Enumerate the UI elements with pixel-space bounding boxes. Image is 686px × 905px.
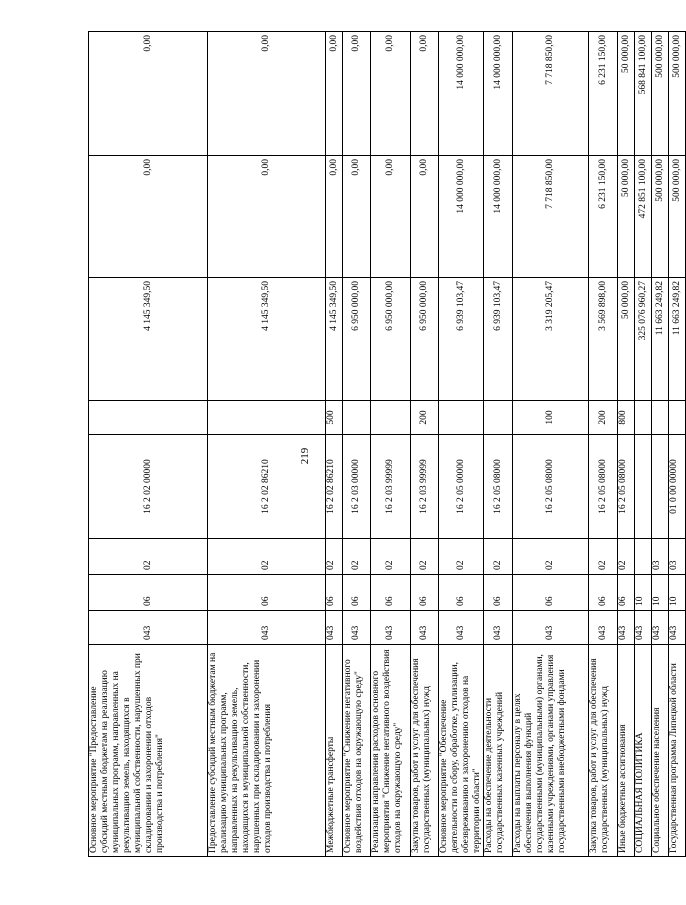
row-gr-cell: 043 [618,611,635,645]
table-row [513,32,589,857]
row-csr-cell [635,435,652,539]
row-sum2-cell: 0,00 [208,156,326,278]
row-gr-cell: 043 [371,611,411,645]
row-vr-cell [484,401,513,435]
row-csr-cell: 16 2 03 00000 [343,435,371,539]
row-gr-cell: 043 [439,611,484,645]
row-rz-cell: 06 [411,575,439,611]
table-row [635,32,652,857]
row-csr-cell [652,435,669,539]
table-row [411,32,439,857]
row-pr-cell [635,539,652,575]
row-csr-cell: 16 2 05 08000 [589,435,618,539]
row-csr-cell: 16 2 02 00000 [89,435,208,539]
row-gr-cell: 043 [652,611,669,645]
row-sum2-cell: 0,00 [326,156,343,278]
row-sum2-cell: 500 000,00 [669,156,686,278]
row-sum3-cell: 14 000 000,00 [484,32,513,156]
row-gr-cell: 043 [484,611,513,645]
row-name-cell: СОЦИАЛЬНАЯ ПОЛИТИКА [635,645,652,857]
row-sum1-cell: 325 076 960,27 [635,278,652,401]
row-sum3-cell: 0,00 [208,32,326,156]
row-rz-cell: 10 [635,575,652,611]
row-gr-cell: 043 [89,611,208,645]
row-rz-cell: 06 [484,575,513,611]
row-gr-cell: 043 [635,611,652,645]
row-name-cell: Социальное обеспечение населения [652,645,669,857]
row-pr-cell: 02 [89,539,208,575]
row-gr-cell: 043 [411,611,439,645]
row-name-cell: Реализация направления расходов основного мероприятия "Снижение негативного воздействия отходов на окружающую среду" [371,645,411,857]
row-name-cell: Основное мероприятие "Снижение негативного воздействия отходов на окружающую среду" [343,645,371,857]
row-csr-cell: 16 2 05 08000 [513,435,589,539]
table-row [371,32,411,857]
row-rz-cell: 06 [371,575,411,611]
row-name-cell: Расходы на выплаты персоналу в целях обеспечения выполнения функций государственными (муниципальными) органами, казенными учреждениями, органами управления государственными внебюджетными фондами [513,645,589,857]
row-name-cell: Расходы на обеспечение деятельности государственных казенных учреждений [484,645,513,857]
table-row [343,32,371,857]
row-rz-cell: 10 [669,575,686,611]
row-pr-cell: 02 [589,539,618,575]
row-sum3-cell: 0,00 [371,32,411,156]
table-row [326,32,343,857]
row-sum3-cell: 500 000,00 [652,32,669,156]
row-pr-cell: 02 [411,539,439,575]
row-sum3-cell: 7 718 850,00 [513,32,589,156]
row-sum2-cell: 14 000 000,00 [484,156,513,278]
row-csr-cell: 16 2 05 00000 [439,435,484,539]
row-pr-cell: 02 [371,539,411,575]
row-sum3-cell: 50 000,00 [618,32,635,156]
row-rz-cell: 06 [618,575,635,611]
row-csr-cell: 16 2 05 08000 [618,435,635,539]
row-vr-cell [652,401,669,435]
row-vr-cell [439,401,484,435]
budget-table-wrapper [88,32,682,857]
row-csr-cell: 16 2 02 86210 [208,435,326,539]
row-csr-cell: 16 2 03 99999 [411,435,439,539]
row-rz-cell: 06 [89,575,208,611]
row-sum2-cell: 500 000,00 [652,156,669,278]
row-pr-cell: 02 [439,539,484,575]
row-sum3-cell: 500 000,00 [669,32,686,156]
row-gr-cell: 043 [513,611,589,645]
row-gr-cell: 043 [326,611,343,645]
row-vr-cell [635,401,652,435]
row-sum3-cell: 6 231 150,00 [589,32,618,156]
table-row [484,32,513,857]
table-row [589,32,618,857]
row-pr-cell: 02 [618,539,635,575]
row-vr-cell: 500 [326,401,343,435]
row-gr-cell: 043 [343,611,371,645]
row-sum2-cell: 0,00 [89,156,208,278]
row-sum2-cell: 14 000 000,00 [439,156,484,278]
row-gr-cell: 043 [669,611,686,645]
row-name-cell: Закупка товаров, работ и услуг для обеспечения государственных (муниципальных) нужд [411,645,439,857]
row-sum3-cell: 0,00 [326,32,343,156]
row-name-cell: Межбюджетные трансферты [326,645,343,857]
row-sum1-cell: 4 145 349,50 [208,278,326,401]
row-csr-cell: 16 2 02 86210 [326,435,343,539]
row-sum1-cell: 11 663 249,82 [652,278,669,401]
row-sum1-cell: 6 950 000,00 [343,278,371,401]
row-name-cell: Предоставление субсидий местным бюджетам на реализацию муниципальных программ, направленных на рекультивацию земель, находящихся в муниципальной собственности, нарушенных при складировании и захоронении отходов производства и потребления [208,645,326,857]
row-rz-cell: 06 [208,575,326,611]
row-sum1-cell: 6 950 000,00 [371,278,411,401]
row-sum2-cell: 6 231 150,00 [589,156,618,278]
row-rz-cell: 06 [589,575,618,611]
row-sum1-cell: 6 939 103,47 [439,278,484,401]
row-csr-cell: 01 0 00 00000 [669,435,686,539]
row-pr-cell: 02 [208,539,326,575]
row-sum1-cell: 3 569 898,00 [589,278,618,401]
row-vr-cell: 100 [513,401,589,435]
row-vr-cell: 200 [411,401,439,435]
row-gr-cell: 043 [208,611,326,645]
table-row [618,32,635,857]
row-rz-cell: 06 [439,575,484,611]
row-name-cell: Закупка товаров, работ и услуг для обеспечения государственных (муниципальных) нужд [589,645,618,857]
row-gr-cell: 043 [589,611,618,645]
row-vr-cell: 800 [618,401,635,435]
row-vr-cell [343,401,371,435]
row-sum1-cell: 4 145 349,50 [89,278,208,401]
row-sum1-cell: 6 939 103,47 [484,278,513,401]
row-pr-cell: 03 [652,539,669,575]
row-pr-cell: 02 [326,539,343,575]
row-pr-cell: 02 [484,539,513,575]
row-rz-cell: 10 [652,575,669,611]
row-rz-cell: 06 [513,575,589,611]
table-row [652,32,669,857]
row-name-cell: Основное мероприятие "Обеспечение деятельности по сбору, обработке, утилизации, обезвреживанию и захоронению отходов на территории области" [439,645,484,857]
row-sum1-cell: 50 000,00 [618,278,635,401]
row-sum2-cell: 0,00 [343,156,371,278]
row-name-cell: Иные бюджетные ассигнования [618,645,635,857]
row-sum3-cell: 14 000 000,00 [439,32,484,156]
row-pr-cell: 02 [343,539,371,575]
row-sum2-cell: 0,00 [371,156,411,278]
row-name-cell: Государственная программа Липецкой области [669,645,686,857]
row-pr-cell: 03 [669,539,686,575]
row-sum3-cell: 0,00 [343,32,371,156]
row-sum1-cell: 3 319 205,47 [513,278,589,401]
page-number: 219 [299,447,311,465]
row-sum2-cell: 0,00 [411,156,439,278]
row-sum3-cell: 0,00 [89,32,208,156]
row-vr-cell [89,401,208,435]
row-rz-cell: 06 [343,575,371,611]
row-rz-cell: 06 [326,575,343,611]
table-row [669,32,686,857]
row-vr-cell [371,401,411,435]
row-sum1-cell: 6 950 000,00 [411,278,439,401]
row-sum2-cell: 472 851 100,00 [635,156,652,278]
row-csr-cell: 16 2 05 08000 [484,435,513,539]
row-sum3-cell: 0,00 [411,32,439,156]
row-pr-cell: 02 [513,539,589,575]
row-sum1-cell: 4 145 349,50 [326,278,343,401]
row-sum2-cell: 50 000,00 [618,156,635,278]
row-vr-cell: 200 [589,401,618,435]
table-row [89,32,208,857]
row-vr-cell [669,401,686,435]
table-row [208,32,326,857]
budget-table [88,31,686,857]
row-name-cell: Основное мероприятие "Предоставление субсидий местным бюджетам на реализацию муниципальных программ, направленных на рекультивацию земель, находящихся в муниципальной собственности, нарушенных при складировании и захоронении отходов производства и потребления" [89,645,208,857]
row-sum2-cell: 7 718 850,00 [513,156,589,278]
row-vr-cell [208,401,326,435]
row-sum1-cell: 11 663 249,82 [669,278,686,401]
row-csr-cell: 16 2 03 99999 [371,435,411,539]
table-row [439,32,484,857]
row-sum3-cell: 568 841 100,00 [635,32,652,156]
